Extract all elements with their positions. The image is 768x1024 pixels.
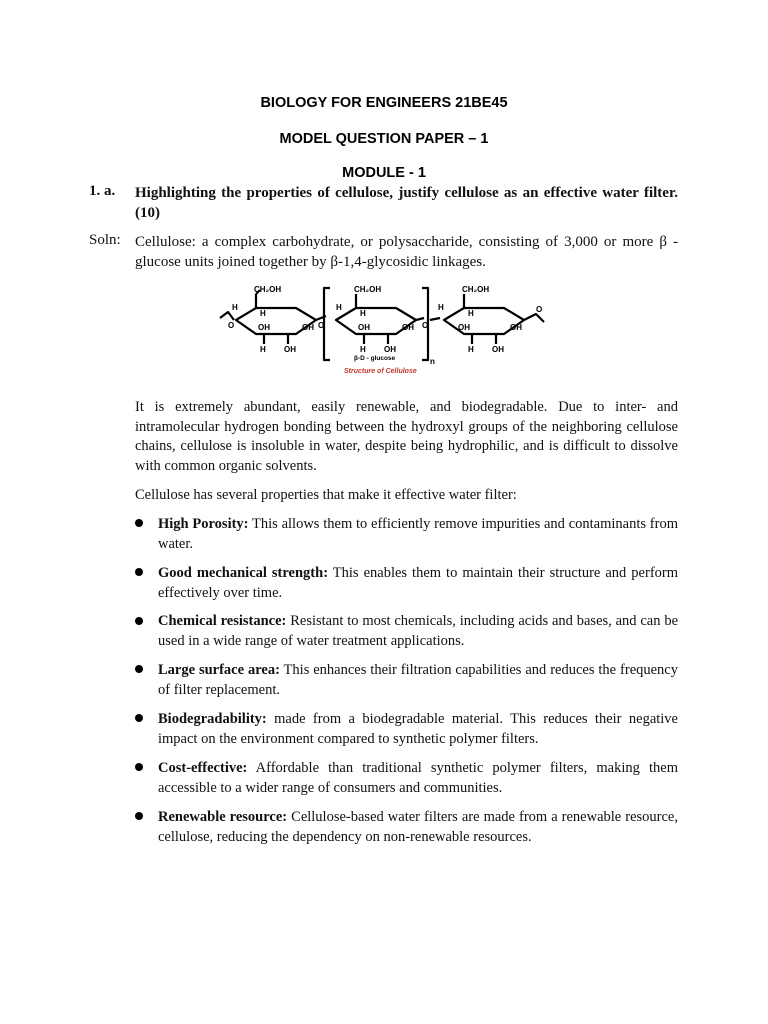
group-ch2oh-2: CH₂OH — [354, 285, 382, 294]
bullet-icon — [135, 519, 143, 527]
oh-4: OH — [302, 323, 314, 332]
repeat-n: n — [430, 357, 435, 366]
paper-title: MODEL QUESTION PAPER – 1 — [279, 131, 489, 147]
list-item: High Porosity: This allows them to efficiently remove impurities and contaminants from water. — [158, 516, 678, 552]
oh-6: OH — [510, 323, 522, 332]
bullet-icon — [135, 714, 143, 722]
ring-label: β-D - glucose — [354, 355, 396, 362]
h-2: H — [260, 309, 266, 318]
list-item: Renewable resource: Cellulose-based water filters are made from a renewable resource, cellulose, reducing the dependency on non-renewable resources. — [158, 809, 678, 845]
h-6: H — [468, 309, 474, 318]
list-item: Good mechanical strength: This enables them to maintain their structure and perform effectively over time. — [158, 565, 678, 601]
oh-5: OH — [402, 323, 414, 332]
o-3: O — [422, 321, 429, 330]
bullet-icon — [135, 568, 143, 576]
oh-9: OH — [492, 345, 504, 354]
figure-caption: Structure of Cellulose — [344, 368, 417, 375]
list-item: Cost-effective: Affordable than traditional synthetic polymer filters, making them accessible to a wider range of consumers and communities. — [158, 760, 678, 796]
h-3: H — [336, 303, 342, 312]
oh-3: OH — [458, 323, 470, 332]
h-1: H — [232, 303, 238, 312]
o-1: O — [228, 321, 235, 330]
h-9: H — [468, 345, 474, 354]
h-7: H — [260, 345, 266, 354]
group-ch2oh-1: CH₂OH — [254, 285, 282, 294]
bullet-icon — [135, 617, 143, 625]
oh-1: OH — [258, 323, 270, 332]
h-5: H — [438, 303, 444, 312]
h-8: H — [360, 345, 366, 354]
h-4: H — [360, 309, 366, 318]
solution-intro: Cellulose: a complex carbohydrate, or polysaccharide, consisting of 3,000 or more β - glucose units joined together by β-1,4-glycosidic linkages. — [135, 234, 678, 270]
bullet-icon — [135, 665, 143, 673]
o-4: O — [536, 305, 543, 314]
course-title: BIOLOGY FOR ENGINEERS 21BE45 — [260, 95, 508, 111]
question-number: 1. a. — [89, 183, 116, 199]
oh-2: OH — [358, 323, 370, 332]
module-title: MODULE - 1 — [342, 165, 426, 181]
solution-label: Soln: — [89, 232, 121, 248]
list-item: Large surface area: This enhances their filtration capabilities and reduces the frequency of filter replacement. — [158, 662, 678, 698]
paragraph-intro-list: Cellulose has several properties that make it effective water filter: — [135, 487, 517, 503]
oh-7: OH — [284, 345, 296, 354]
bullet-icon — [135, 812, 143, 820]
list-item: Chemical resistance: Resistant to most chemicals, including acids and bases, and can be used in a wide range of water treatment applications. — [158, 613, 679, 649]
bullet-icon — [135, 763, 143, 771]
question-text: Highlighting the properties of cellulose, justify cellulose as an effective water filter. (10) — [135, 185, 678, 221]
cellulose-structure-diagram — [218, 280, 550, 380]
list-item: Biodegradability: made from a biodegradable material. This reduces their negative impact on the environment compared to synthetic polymer filters. — [158, 711, 678, 747]
paragraph-properties: It is extremely abundant, easily renewable, and biodegradable. Due to inter- and intramolecular hydrogen bonding between the hydroxyl groups of the neighboring cellulose chains, cellulose is insoluble in water, despite being hydrophilic, and is difficult to dissolve with common organic solvents. — [135, 399, 678, 474]
group-ch2oh-3: CH₂OH — [462, 285, 490, 294]
o-2: O — [318, 321, 325, 330]
oh-8: OH — [384, 345, 396, 354]
